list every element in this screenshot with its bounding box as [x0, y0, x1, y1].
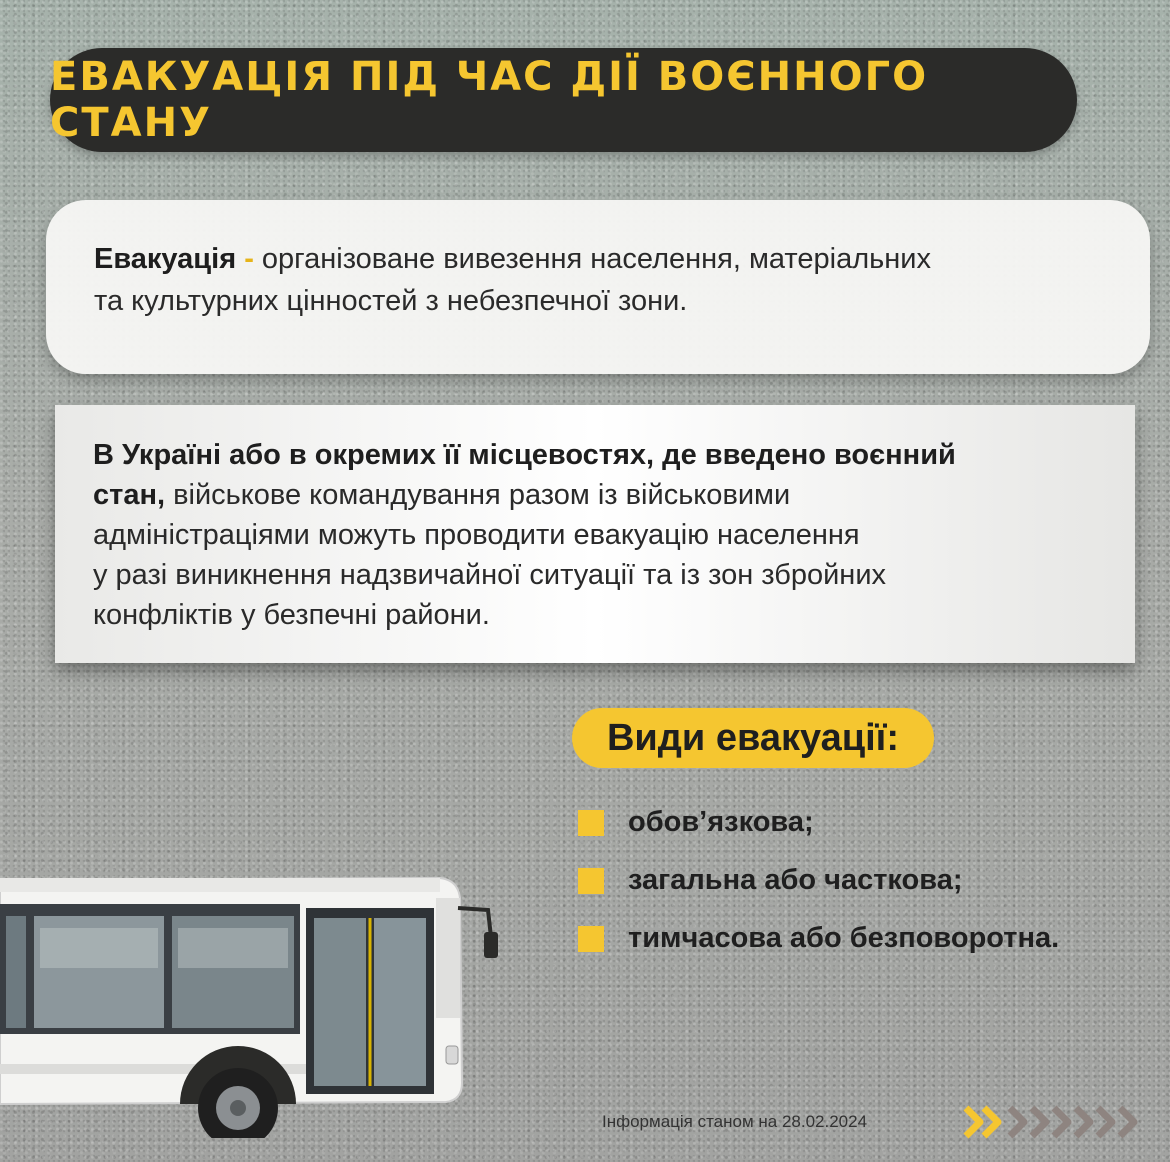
- law-bold-line-1: В Україні або в окремих її місцевостях, де введено воєнний: [93, 439, 956, 471]
- definition-text: [94, 238, 1124, 322]
- type-general-partial: загальна або часткова;: [628, 864, 963, 896]
- type-mandatory: обов’язкова;: [628, 806, 814, 838]
- definition-line-1: організоване вивезення населення, матеріальних: [261, 243, 931, 275]
- title-banner: [50, 48, 1077, 152]
- page-title: ЕВАКУАЦІЯ ПІД ЧАС ДІЇ ВОЄННОГО СТАНУ: [50, 54, 929, 146]
- law-bold-line-2: стан,: [93, 479, 166, 511]
- forward-chevrons-icon: [962, 1102, 1162, 1142]
- yellow-square-bullet-icon: [578, 868, 604, 894]
- bus-icon: [0, 868, 510, 1138]
- law-card: [55, 405, 1135, 663]
- definition-line-2: та культурних цінностей з небезпечної зони.: [94, 285, 688, 317]
- law-line-4: у разі виникнення надзвичайної ситуації та із зон збройних: [93, 559, 887, 591]
- list-item: [578, 806, 814, 839]
- types-heading: Види евакуації:: [606, 716, 899, 759]
- list-item: [578, 922, 1059, 955]
- info-date: Інформація станом на 28.02.2024: [602, 1112, 868, 1131]
- law-line-2: військове командування разом із військовими: [173, 479, 791, 511]
- law-line-3: адміністраціями можуть проводити евакуацію населення: [93, 519, 860, 551]
- definition-term: Евакуація: [94, 243, 237, 275]
- definition-dash: -: [244, 243, 254, 275]
- type-temporary-permanent: тимчасова або безповоротна.: [628, 922, 1060, 954]
- law-line-5: конфліктів у безпечні райони.: [93, 599, 490, 631]
- yellow-square-bullet-icon: [578, 926, 604, 952]
- types-heading-pill: [572, 708, 934, 768]
- yellow-square-bullet-icon: [578, 810, 604, 836]
- list-item: [578, 864, 963, 897]
- law-text: [93, 435, 1113, 635]
- definition-card: [46, 200, 1150, 374]
